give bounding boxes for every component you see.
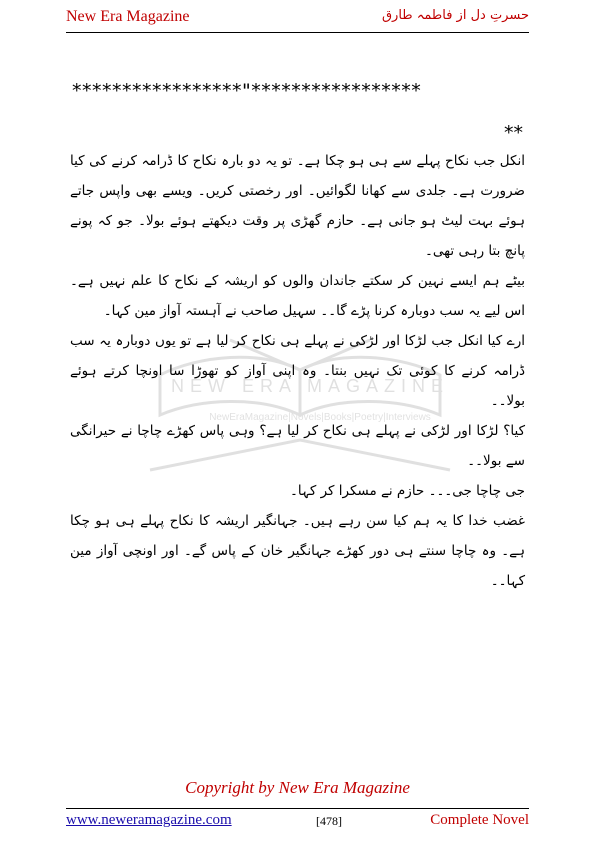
separator-stars-end: **: [504, 122, 523, 144]
footer-divider: [66, 808, 529, 809]
novel-type-label: Complete Novel: [430, 812, 529, 828]
watermark-title: NEW ERA MAGAZINE: [170, 376, 450, 396]
watermark-subtitle: NewEraMagazine|Novels|Books|Poetry|Interviews: [209, 412, 431, 423]
story-title: حسرتِ دل از فاطمہ طارق: [381, 8, 529, 23]
paragraph: غضب خدا کا یہ ہم کیا سن رہے ہیں۔ جہانگیر اریشہ کا نکاح پہلے ہی ہو چکا ہے۔ وہ چاچا سنتے ہی دور کھڑے جہانگیر خان کے پاس گے۔ اور اونچی آواز مین کہا۔۔: [70, 513, 525, 589]
story-body: [70, 146, 525, 596]
paragraph: بیٹے ہم ایسے نہین کر سکتے جاندان والوں کو اریشہ کے نکاح کا علم نہیں ہے۔ اس لیے یہ سب دوبارہ کرنا پڑے گا۔۔ سہیل صاحب نے آہستہ آواز مین کہا۔: [70, 273, 525, 319]
paragraph: کیا؟ لڑکا اور لڑکی نے پہلے ہی نکاح کر لیا ہے؟ وہی پاس کھڑے چاچا نے حیرانگی سے بولا۔۔: [70, 423, 525, 469]
paragraph: ارے کیا انکل جب لڑکا اور لڑکی نے پہلے ہی نکاح کر لیا ہے تو یوں دوبارہ یہ سب ڈرامہ کرنے کا کوئی تک نہیں بنتا۔ وہ اپنی آواز کو تھوڑا سا اونچا کرتے ہوئے بولا۔۔: [70, 333, 525, 409]
copyright-notice: Copyright by New Era Magazine: [185, 778, 410, 797]
page-header: [66, 8, 529, 32]
paragraph: جی چاچا جی۔۔۔ حازم نے مسکرا کر کہا۔: [289, 483, 525, 499]
magazine-name: New Era Magazine: [66, 8, 190, 25]
separator-stars: *****************"*****************: [72, 80, 422, 102]
header-divider: [66, 32, 529, 33]
page-number: [478]: [316, 814, 342, 828]
page-footer: [66, 812, 529, 834]
paragraph: انکل جب نکاح پہلے سے ہی ہو چکا ہے۔ تو یہ دو بارہ نکاح کا ڈرامہ کرنے کی کیا ضرورت ہے۔ جلدی سے کھانا لگوائیں۔ اور رخصتی کریں۔ ویسے بھی واپس جاتے ہوئے بہت لیٹ ہو جانی ہے۔ حازم گھڑی پر وقت دیکھتے ہوئے بولا۔ جو کہ پونے پانچ بتا رہی تھی۔: [70, 153, 525, 259]
website-link[interactable]: www.neweramagazine.com: [66, 812, 232, 828]
